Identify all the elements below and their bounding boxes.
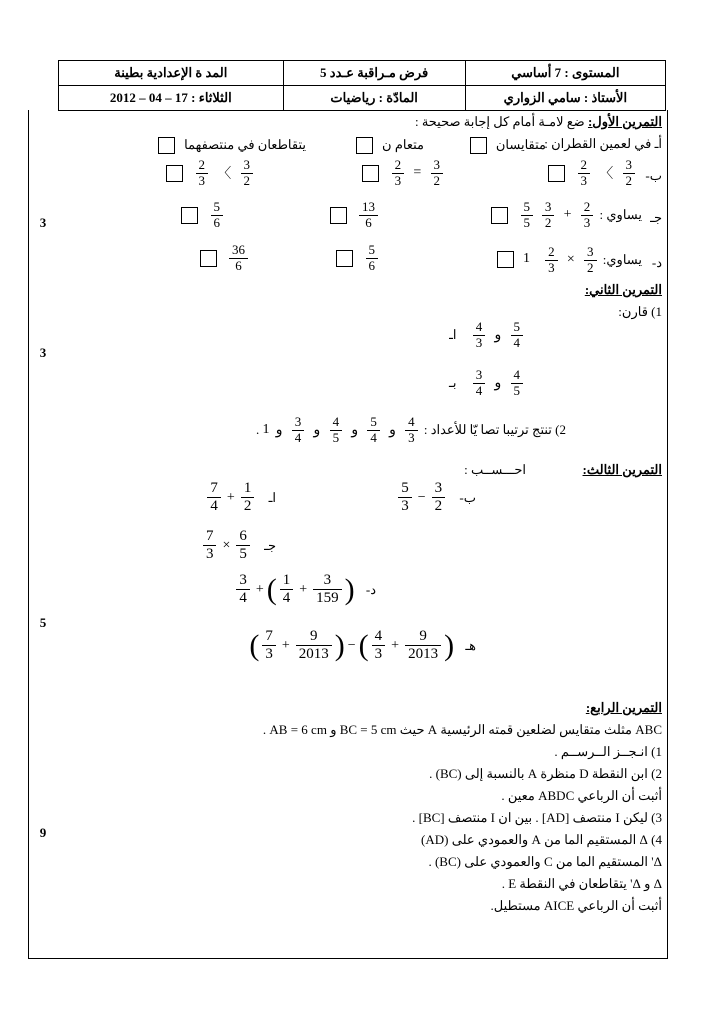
option-a-2-label: متعام ن — [382, 137, 424, 153]
b3-left-num: 3 — [241, 158, 254, 174]
e2q2-n1-num: 5 — [367, 415, 380, 431]
exercise4-line-5: 3) ليكن I منتصف [AD] . بين ان I منتصف [BC] . — [412, 810, 662, 825]
exercise2-item-a — [449, 320, 526, 351]
exercise4-line-9: أثبت أن الرباعي AICE مستطيل. — [490, 898, 662, 913]
e3d-f2-den: 4 — [282, 590, 291, 607]
b2-left-num: 3 — [431, 158, 444, 174]
e3d-f2-num: 1 — [280, 572, 294, 590]
e3e-f3-den: 3 — [374, 646, 383, 663]
e3e-f3-num: 4 — [372, 628, 386, 646]
d3-den: 6 — [235, 257, 242, 273]
d2-num: 5 — [366, 243, 379, 259]
e3e-paren1-close: ) — [334, 629, 345, 663]
c1-den: 5 — [523, 214, 530, 230]
exercise4-line-2: 1) انـجــز الــرســم . — [554, 744, 662, 759]
e2q2-n2-num: 4 — [330, 415, 343, 431]
e2q2-conj-2: و — [351, 422, 359, 438]
e3e-label: هـ — [465, 637, 476, 653]
c-a-num: 3 — [542, 200, 555, 216]
e3c-f2-den: 5 — [239, 546, 247, 563]
option-a-1-label: متقايسان — [495, 137, 546, 153]
e3a-f1-num: 7 — [207, 480, 221, 498]
b1-right-den: 3 — [580, 172, 587, 188]
e2q2-n1-den: 4 — [370, 429, 377, 445]
e2b-conj: و — [494, 375, 502, 391]
e3a-op: + — [226, 489, 235, 505]
e2q2-n2-den: 5 — [332, 429, 340, 445]
checkbox-c-1[interactable] — [491, 207, 508, 224]
e3e-op3: + — [391, 637, 400, 653]
header-subject: المادّة : رياضيات — [283, 86, 465, 111]
option-d-2[interactable] — [330, 243, 381, 274]
e3b-label: ب- — [459, 489, 476, 505]
e3d-f1-num: 3 — [236, 572, 250, 590]
exercise4-line-3: 2) ابن النقطة D منظرة A بالنسبة إلى (BC) . — [429, 766, 662, 781]
e3e-f4-num: 9 — [405, 628, 441, 646]
exercise3-heading — [583, 462, 662, 478]
e3d-f3-num: 3 — [313, 572, 342, 590]
e3a-f2-num: 1 — [241, 480, 255, 498]
e3b-f1-num: 5 — [398, 480, 412, 498]
d2-den: 6 — [368, 257, 375, 273]
checkbox-d-2[interactable] — [336, 250, 353, 267]
exercise3-instruction: احـــســب : — [464, 462, 526, 477]
e2a-label: اـ — [449, 327, 457, 343]
checkbox-a-1[interactable] — [470, 137, 487, 154]
option-d-1[interactable] — [491, 250, 530, 268]
e3b-f1-den: 3 — [401, 498, 409, 515]
e2b-a-den: 4 — [475, 382, 483, 398]
mark-exercise-4: 9 — [39, 825, 47, 840]
e2q2-n4: 1 — [262, 422, 270, 438]
exercise2-title — [585, 282, 662, 298]
exercise3-item-e — [249, 628, 476, 664]
c2-num: 13 — [359, 200, 378, 216]
b2-right-num: 2 — [392, 158, 405, 174]
header-school: المد ة الإعدادية بطينة — [59, 61, 284, 86]
b3-left-den: 2 — [243, 172, 250, 188]
e3e-f1-den: 3 — [265, 646, 273, 663]
exercise3-title: التمرين الثالث: — [582, 462, 662, 477]
mark-exercise-1: 3 — [39, 215, 47, 230]
e3e-op1: + — [281, 637, 290, 653]
checkbox-d-3[interactable] — [200, 250, 217, 267]
c3-den: 6 — [213, 214, 220, 230]
checkbox-c-2[interactable] — [330, 207, 347, 224]
header-row-1 — [59, 61, 666, 86]
option-b-3[interactable] — [160, 158, 256, 189]
e3b-f2-num: 3 — [432, 480, 446, 498]
option-c-2[interactable] — [324, 200, 381, 231]
e2q2-n3-num: 3 — [292, 415, 305, 431]
e3b-op: − — [417, 489, 426, 505]
e3e-f1-num: 7 — [262, 628, 276, 646]
exercise1-instruction: ضع لامـة أمام كل إجابة صحيحة : — [414, 114, 585, 129]
b1-left-den: 2 — [625, 172, 632, 188]
exercise1-line-a-label — [544, 136, 662, 152]
checkbox-a-3[interactable] — [158, 137, 175, 154]
exercise2-title-text: التمرين الثاني: — [584, 282, 662, 297]
b1-left-num: 3 — [623, 158, 636, 174]
checkbox-b-2[interactable] — [362, 165, 379, 182]
b2-right-den: 3 — [394, 172, 402, 188]
exercise4-line-4: أثبت أن الرباعي ABDC معين . — [501, 788, 662, 803]
c-b-num: 2 — [581, 200, 594, 216]
exercise1-line-c-label: جـ — [650, 210, 662, 225]
header-exam-title: فرض مـراقبة عـدد 5 — [283, 61, 465, 86]
b2-left-den: 2 — [433, 172, 440, 188]
mark-exercise-3: 5 — [39, 615, 47, 630]
option-c-1[interactable] — [485, 200, 536, 231]
header-table — [58, 60, 666, 111]
e3a-f2-den: 2 — [243, 498, 252, 515]
exercise1-title: التمرين الأول: — [587, 114, 662, 129]
exercise3-item-b — [395, 480, 476, 516]
checkbox-b-1[interactable] — [548, 165, 565, 182]
exercise2-q1: 1) قارن: — [618, 304, 662, 319]
header-date: الثلاثاء : 17 – 04 – 2012 — [59, 86, 284, 111]
d-a-num: 2 — [545, 245, 558, 261]
label-a: أـ — [654, 136, 662, 151]
exercise2-item-b — [449, 368, 526, 399]
exercise4-title: التمرين الرابع: — [585, 700, 662, 715]
d-equals-label: يساوي: — [602, 252, 642, 268]
checkbox-a-2[interactable] — [356, 137, 373, 154]
e3d-paren-close: ) — [344, 573, 355, 607]
option-d-3[interactable] — [194, 243, 251, 274]
e3d-f3-den: 159 — [316, 590, 339, 607]
e3e-f4-den: 2013 — [408, 646, 439, 663]
e3e-f2-num: 9 — [296, 628, 332, 646]
e2q2-n0-den: 3 — [408, 429, 415, 445]
b1-right-num: 2 — [578, 158, 591, 174]
option-c-3[interactable] — [175, 200, 226, 231]
exercise4-heading — [586, 700, 662, 716]
c2-den: 6 — [365, 214, 372, 230]
e3c-label: جـ — [264, 537, 276, 553]
header-teacher-level: المستوى : 7 أساسي — [465, 61, 665, 86]
exercise1-line-d-prompt — [542, 245, 642, 276]
option-a-3-label: يتقاطعان في منتصفهما — [184, 137, 306, 153]
e2-q2-text: 2) تنتج ترتيبا تصا يّا للأعداد : — [423, 422, 566, 438]
e3a-label: اـ — [268, 489, 276, 505]
d-a-den: 3 — [548, 259, 555, 275]
e2b-a-num: 3 — [473, 368, 486, 384]
e3b-f2-den: 2 — [434, 498, 443, 515]
option-a-2[interactable] — [350, 136, 424, 154]
e3d-op2: + — [299, 581, 308, 597]
e3c-f1-den: 3 — [205, 546, 214, 563]
exercise4-line-6: 4) Δ المستقيم الما من A والعمودي على (AD) — [421, 832, 662, 847]
exercise3-item-d — [233, 572, 376, 608]
option-a-1[interactable] — [464, 136, 546, 154]
exercise1-line-b-label: ب- — [645, 168, 662, 183]
b3-relation: 〉 — [217, 167, 232, 183]
e2a-b-num: 5 — [511, 320, 524, 336]
e2b-label: بـ — [449, 375, 457, 391]
exercise1-line-d-label: د- — [651, 255, 662, 270]
checkbox-d-1[interactable] — [497, 251, 514, 268]
e3e-f2-den: 2013 — [298, 646, 329, 663]
b3-right-den: 3 — [198, 172, 205, 188]
exercise2-q2 — [256, 415, 566, 446]
c1-num: 5 — [521, 200, 534, 216]
e3e-paren1-open: ( — [249, 629, 260, 663]
e2a-b-den: 4 — [513, 334, 520, 350]
e3d-f1-den: 4 — [239, 590, 247, 607]
header-row-2 — [59, 86, 666, 111]
c-a-den: 2 — [544, 214, 552, 230]
mark-exercise-2: 3 — [39, 345, 47, 360]
exercise4-line-8: Δ و Δ' يتقاطعان في النقطة E . — [501, 876, 662, 891]
e2a-a-den: 3 — [475, 334, 483, 350]
b1-relation: 〉 — [599, 167, 614, 183]
e2b-b-den: 5 — [513, 382, 520, 398]
exercise4-line-7: Δ' المستقيم الما من C والعمودي على (BC) . — [428, 854, 662, 869]
exam-content — [56, 110, 666, 958]
exercise4-line-1: ABC مثلث متقايس لضلعين قمته الرئيسية A حيث BC = 5 cm و AB = 6 cm . — [262, 722, 662, 737]
d-b-num: 3 — [584, 245, 597, 261]
e2b-b-num: 4 — [511, 368, 524, 384]
e2q2-conj-4: و — [275, 422, 283, 438]
e2a-conj: و — [494, 327, 502, 343]
e3c-f2-num: 6 — [236, 528, 250, 546]
e3e-paren2-open: ( — [358, 629, 369, 663]
c-plus: + — [563, 207, 572, 223]
e2q2-end: . — [256, 422, 260, 438]
e3c-op: × — [222, 537, 231, 553]
e2q2-conj-3: و — [313, 422, 321, 438]
header-teacher-name: الأستاذ : سامي الزواري — [465, 86, 665, 111]
b3-right-num: 2 — [196, 158, 209, 174]
exercise1-heading — [415, 114, 662, 130]
e3c-f1-num: 7 — [203, 528, 217, 546]
b2-relation: = — [413, 165, 422, 181]
d-times: × — [566, 252, 575, 268]
c3-num: 5 — [211, 200, 224, 216]
e3a-f1-den: 4 — [210, 498, 218, 515]
exercise1-line-c-prompt — [539, 200, 642, 231]
prompt-a: في لعمين القطران : — [544, 136, 652, 151]
option-b-2[interactable] — [356, 158, 446, 189]
e3d-label: د- — [365, 581, 376, 597]
e3d-op1: + — [255, 581, 264, 597]
e2q2-conj-1: و — [389, 422, 396, 438]
option-b-1[interactable] — [542, 158, 638, 189]
e2a-a-num: 4 — [473, 320, 486, 336]
d3-num: 36 — [229, 243, 248, 259]
checkbox-c-3[interactable] — [181, 207, 198, 224]
e3d-paren-open: ( — [266, 573, 277, 607]
d-b-den: 2 — [587, 259, 594, 275]
e2q2-n0-num: 4 — [405, 415, 418, 431]
marks-column — [28, 110, 56, 958]
c-b-den: 3 — [583, 214, 591, 230]
e3e-op2: − — [347, 637, 356, 653]
d1-value: 1 — [523, 251, 530, 267]
exercise3-item-a — [204, 480, 276, 516]
option-a-3[interactable] — [152, 136, 306, 154]
c-equals-label: يساوي : — [599, 207, 642, 223]
e2q2-n3-den: 4 — [294, 429, 302, 445]
checkbox-b-3[interactable] — [166, 165, 183, 182]
exercise3-item-c — [200, 528, 276, 564]
e3e-paren2-close: ) — [444, 629, 455, 663]
